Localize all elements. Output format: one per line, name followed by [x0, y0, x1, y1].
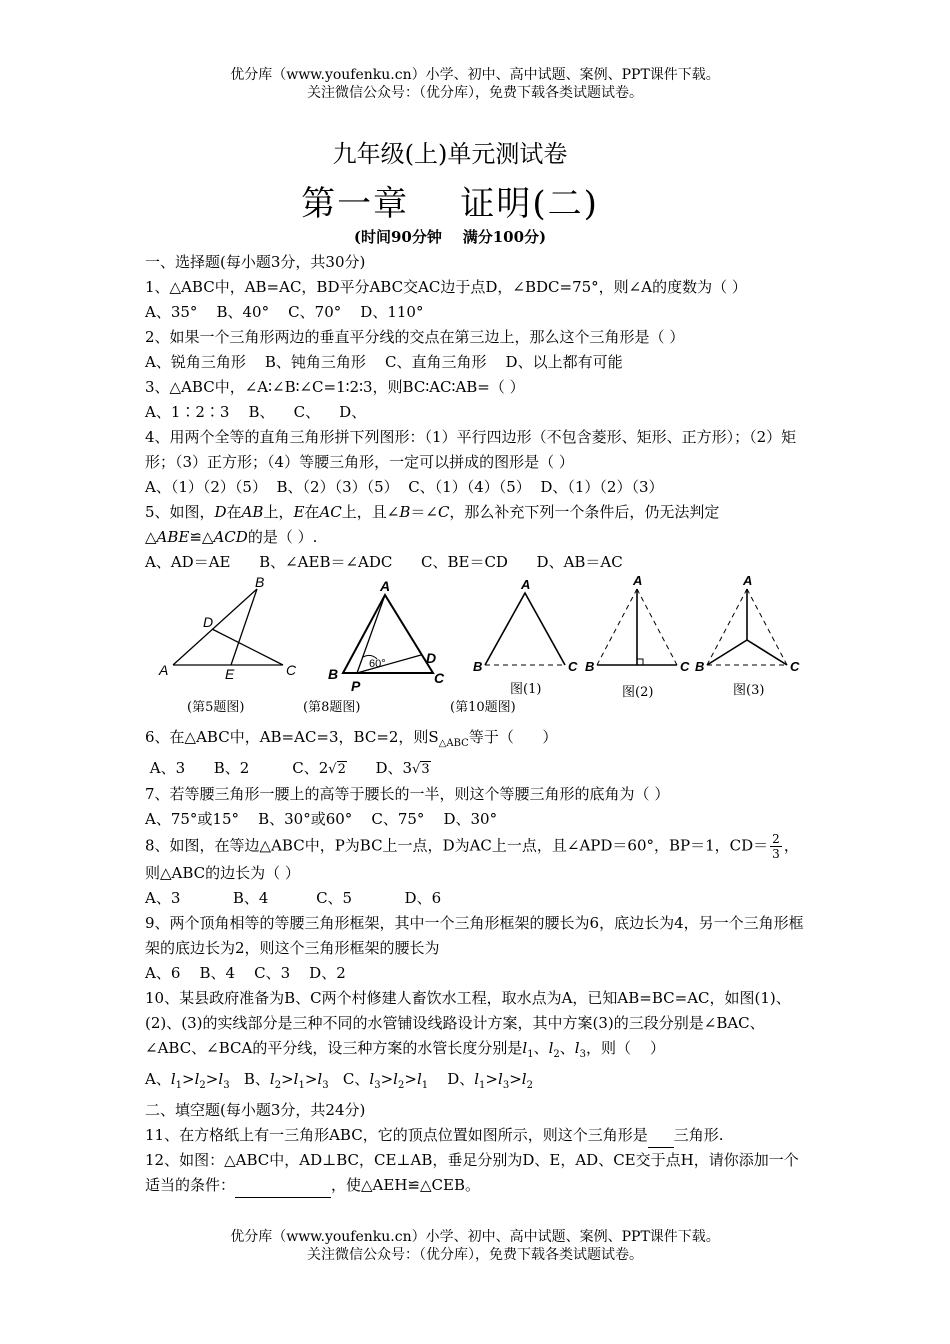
section-2-heading: 二、填空题(每小题3分，共24分): [145, 1101, 366, 1119]
fig10-2-right-angle: [637, 659, 643, 665]
question-10-options: A、$l_1>l_2>l_3$ B、$l_2>l_1>l_3$ C、$l_3>l_2>l_1$ D、$l_1>l_3>l_2$: [145, 1070, 533, 1091]
fig8-label-C: C: [434, 670, 445, 686]
question-1-options: A、35° B、40° C、70° D、110°: [145, 303, 424, 321]
question-3-options: A、1∶2∶3 B、 C、 D、: [145, 403, 367, 421]
caption-fig5: (第5题图): [187, 700, 245, 715]
fig5-label-B: B: [255, 575, 265, 590]
fig8-label-A: A: [380, 578, 391, 594]
question-5: 5、如图，D在AB上，E在AC上，且∠B＝∠C，那么补充下列一个条件后，仍无法判定△ABE≌△ACD的是（ ）.: [145, 503, 720, 546]
fig10-2-dashed-AB: [597, 589, 637, 665]
question-11: 11、在方格纸上有一三角形ABC，它的顶点位置如图所示，则这个三角形是 三角形.: [145, 1123, 807, 1148]
fig10-3-label-C: C: [790, 659, 800, 674]
fig5-segment-DC: [212, 629, 283, 665]
fig10-3-dashed-AC: [747, 589, 787, 665]
question-1: 1、△ABC中，AB=AC，BD平分ABC交AC边于点D，∠BDC=75°，则∠A的度数为（ ）: [145, 278, 747, 296]
figure-10-3: [707, 589, 787, 665]
fig10-1-solid-path: [485, 593, 565, 665]
fig10-3-label-B: B: [695, 659, 705, 674]
fig5-label-E: E: [225, 666, 235, 682]
question-9-options: A、6 B、4 C、3 D、2: [145, 964, 346, 982]
question-7-options: A、75°或15° B、30°或60° C、75° D、30°: [145, 810, 498, 828]
page-footer: [0, 1228, 950, 1264]
question-12: 12、如图：△ABC中，AD⊥BC，CE⊥AB，垂足分别为D、E，AD、CE交于点H，请你添加一个适当的条件： ，使△AEH≌△CEB。: [145, 1148, 807, 1198]
section-1-heading: 一、选择题(每小题3分，共30分): [145, 253, 366, 271]
chapter-title: 第一章 证明(二): [301, 184, 599, 224]
caption-fig10: (第10题图): [450, 700, 516, 715]
question-10: 10、某县政府准备为B、C两个村修建人畜饮水工程，取水点为A，已知AB=BC=AC，如图(1)、(2)、(3)的实线部分是三种不同的水管铺设线路设计方案，其中方案(3)的三段分别是∠BAC、∠ABC、∠BCA的平分线，设三种方案的水管长度分别是$l_1$、$l_2$、$l_3$，则（ ）: [145, 989, 791, 1060]
page-header: [0, 66, 950, 102]
question-6: 6、在△ABC中，AB=AC=3，BC=2，则$S_{\triangle ABC}$等于（ ）: [145, 728, 558, 749]
exam-title: 九年级(上)单元测试卷: [332, 140, 568, 168]
sqrt-3: √3: [412, 762, 430, 777]
figures-row: [145, 575, 807, 725]
fraction-two-thirds: $\frac{2}{3}$: [772, 832, 780, 861]
question-5-options: A、AD＝AE B、∠AEB＝∠ADC C、BE＝CD D、AB＝AC: [145, 553, 623, 571]
exam-time-score: (时间90分钟 满分100分): [353, 228, 547, 246]
fig8-label-B: B: [328, 666, 339, 682]
fig8-label-P: P: [351, 678, 361, 694]
footer-line-2: 关注微信公众号：（优分库），免费下载各类试题试卷。: [307, 1247, 643, 1263]
fig5-label-C: C: [286, 662, 297, 678]
figure-10-1: [485, 593, 565, 665]
figure-10-2: [597, 589, 677, 665]
question-3: 3、△ABC中，∠A∶∠B∶∠C=1∶2∶3，则BC∶AC∶AB=（ ）: [145, 378, 525, 396]
fig5-label-D: D: [203, 614, 214, 630]
question-7: 7、若等腰三角形一腰上的高等于腰长的一半，则这个等腰三角形的底角为（ ）: [145, 785, 670, 803]
fig10-1-label-C: C: [568, 659, 578, 674]
fig10-3-dashed-AB: [707, 589, 747, 665]
answer-blank-12[interactable]: [235, 1179, 331, 1198]
fig10-3-solid-C: [747, 640, 787, 665]
fig10-2-label-C: C: [680, 659, 690, 674]
fig10-3-label-A: A: [743, 575, 753, 588]
footer-line-1: 优分库（www.youfenku.cn）小学、初中、高中试题、案例、PPT课件下载。: [230, 1229, 720, 1245]
header-line-1: 优分库（www.youfenku.cn）小学、初中、高中试题、案例、PPT课件下载。: [230, 67, 720, 83]
question-2-options: A、锐角三角形 B、钝角三角形 C、直角三角形 D、以上都有可能: [145, 353, 623, 371]
question-2: 2、如果一个三角形两边的垂直平分线的交点在第三边上，那么这个三角形是（ ）: [145, 328, 685, 346]
fig8-label-D: D: [426, 650, 437, 666]
answer-blank-11[interactable]: [648, 1129, 674, 1148]
question-8: 8、如图，在等边△ABC中，P为BC上一点，D为AC上一点，且∠APD＝60°，BP＝1，CD＝ $\frac{2}{3}$ ，则△ABC的边长为（ ）: [145, 832, 799, 882]
fig8-segment-PD: [357, 655, 421, 673]
caption-fig10-1: 图(1): [510, 682, 542, 697]
caption-fig10-2: 图(2): [622, 685, 654, 700]
fig10-2-label-A: A: [633, 575, 643, 588]
fig8-angle-label: 60°: [369, 658, 386, 670]
fig10-1-label-B: B: [473, 659, 483, 674]
caption-fig8: (第8题图): [303, 700, 361, 715]
fig5-label-A: A: [159, 662, 169, 678]
question-6-options: A、3 B、2 C、2√2 D、3√3: [145, 759, 430, 777]
question-9: 9、两个顶角相等的等腰三角形框架，其中一个三角形框架的腰长为6，底边长为4，另一个三角形框架的底边长为2，则这个三角形框架的腰长为: [145, 914, 804, 957]
question-8-options: A、3 B、4 C、5 D、6: [145, 889, 442, 907]
sqrt-2: √2: [328, 762, 346, 777]
exam-content: [145, 250, 807, 1198]
figure-5: [173, 589, 283, 665]
figure-8: [343, 595, 433, 673]
question-4: 4、用两个全等的直角三角形拼下列图形：（1）平行四边形（不包含菱形、矩形、正方形）；（2）矩形；（3）正方形；（4）等腰三角形，一定可以拼成的图形是（ ）: [145, 428, 797, 471]
fig10-2-dashed-AC: [637, 589, 677, 665]
question-4-options: A、（1）（2）（5） B、（2）（3）（5） C、（1）（4）（5） D、（1）（2）（3）: [145, 478, 664, 496]
fig10-2-label-B: B: [585, 659, 595, 674]
fig10-3-solid-B: [707, 640, 747, 665]
fig8-triangle: [343, 595, 433, 673]
fig10-1-label-A: A: [521, 577, 531, 592]
header-line-2: 关注微信公众号：（优分库），免费下载各类试题试卷。: [307, 85, 643, 101]
caption-fig10-3: 图(3): [733, 683, 765, 698]
